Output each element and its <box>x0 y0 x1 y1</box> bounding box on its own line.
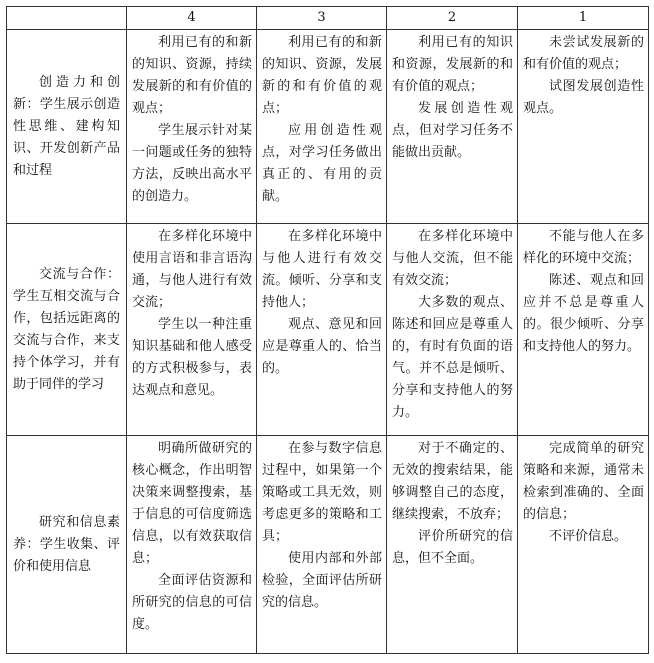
descriptor-text: 完成简单的研究策略和来源，通常未检索到准确的、全面的信息； <box>523 441 644 522</box>
criterion-cell: 创造力和创新：学生展示创造性思维、建构知识、开发创新产品和过程 <box>7 30 127 224</box>
descriptor-text: 在多样化环境中使用言语和非言语沟通，与他人进行有效交流； <box>132 229 252 310</box>
table-row-creativity <box>7 30 649 224</box>
descriptor-text: 对于不确定的、无效的搜索结果，能够调整自己的态度，继续搜索，不放弃； <box>392 441 513 522</box>
descriptor-text: 陈述、观点和回应并不总是尊重人的。很少倾听、分享和支持他人的努力。 <box>523 273 644 354</box>
header-cell-level-2: 2 <box>387 7 518 30</box>
descriptor-text: 试图发展创造性观点。 <box>523 79 644 116</box>
level-cell <box>127 224 257 436</box>
descriptor-text: 不能与他人在多样化的环境中交流； <box>523 229 644 266</box>
level-cell <box>257 436 387 654</box>
descriptor-text: 不评价信息。 <box>549 529 628 544</box>
level-cell <box>518 224 649 436</box>
descriptor-text: 评价所研究的信息，但不全面。 <box>392 529 513 566</box>
descriptor-text: 学生以一种注重知识基础和他人感受的方式积极参与，表达观点和意见。 <box>132 317 252 398</box>
level-cell <box>127 30 257 224</box>
descriptor-text: 发展创造性观点，但对学习任务不能做出贡献。 <box>392 101 513 160</box>
header-cell-criterion <box>7 7 127 30</box>
table-row-communication <box>7 224 649 436</box>
descriptor-text: 未尝试发展新的和有价值的观点； <box>523 35 644 72</box>
level-cell <box>257 224 387 436</box>
level-cell <box>518 30 649 224</box>
level-cell <box>387 436 518 654</box>
level-cell <box>387 224 518 436</box>
level-cell <box>518 436 649 654</box>
level-cell <box>127 436 257 654</box>
criterion-cell: 交流与合作：学生互相交流与合作，包括远距离的交流与合作，来支持个体学习，并有助于同伴的学习 <box>7 224 127 436</box>
header-row <box>7 7 649 30</box>
descriptor-text: 应用创造性观点，对学习任务做出真正的、有用的贡献。 <box>262 123 382 204</box>
descriptor-text: 在参与数字信息过程中，如果第一个策略或工具无效，则考虑更多的策略和工具； <box>262 441 382 544</box>
descriptor-text: 使用内部和外部检验，全面评估所研究的信息。 <box>262 551 382 610</box>
criterion-cell: 研究和信息素养：学生收集、评价和使用信息 <box>7 436 127 654</box>
rubric-document <box>6 6 648 654</box>
level-cell <box>387 30 518 224</box>
header-cell-level-4: 4 <box>127 7 257 30</box>
descriptor-text: 学生展示针对某一问题或任务的独特方法，反映出高水平的创造力。 <box>132 123 252 204</box>
level-cell <box>257 30 387 224</box>
header-cell-level-3: 3 <box>257 7 387 30</box>
descriptor-text: 观点、意见和回应是尊重人的、恰当的。 <box>262 317 382 376</box>
descriptor-text: 利用已有的和新的知识、资源，发展新的和有价值的观点； <box>262 35 382 116</box>
descriptor-text: 明确所做研究的核心概念，作出明智决策来调整搜索，基于信息的可信度筛选信息，以有效获取信息； <box>132 441 252 566</box>
rubric-table <box>6 6 649 654</box>
table-row-research <box>7 436 649 654</box>
descriptor-text: 在多样化环境中与他人进行有效交流。倾听、分享和支持他人； <box>262 229 382 310</box>
descriptor-text: 全面评估资源和所研究的信息的可信度。 <box>132 573 252 632</box>
descriptor-text: 利用已有的知识和资源，发展新的和有价值的观点； <box>392 35 513 94</box>
descriptor-text: 利用已有的和新的知识、资源，持续发展新的和有价值的观点； <box>132 35 252 116</box>
descriptor-text: 大多数的观点、陈述和回应是尊重人的，有时有负面的语气。并不总是倾听、分享和支持他人的努力。 <box>392 295 513 420</box>
descriptor-text: 在多样化环境中与他人交流，但不能有效交流； <box>392 229 513 288</box>
header-cell-level-1: 1 <box>518 7 649 30</box>
